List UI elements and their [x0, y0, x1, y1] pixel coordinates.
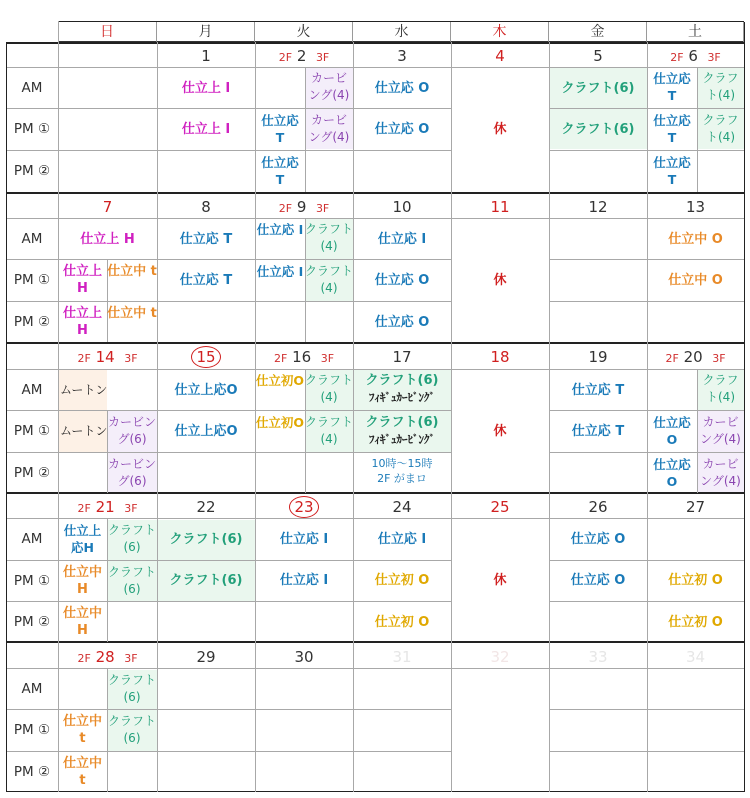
- slot-pm1: PM ①: [13, 722, 51, 738]
- date-9: [255, 200, 353, 215]
- event: カービング(4): [700, 457, 741, 488]
- event: 仕立応 T: [261, 113, 299, 145]
- event: 仕立中 O: [668, 273, 723, 288]
- event: 仕立応 T: [571, 424, 625, 439]
- floor-3f: 3F: [707, 51, 721, 64]
- date-26: 26: [588, 498, 608, 516]
- event-note: 2F がまロ: [377, 472, 427, 485]
- event: カービング(6): [107, 457, 156, 488]
- event: クラフト(4): [305, 415, 354, 446]
- slot-line: [6, 108, 451, 109]
- weekday-sat: 土: [647, 22, 744, 43]
- slot-line: [6, 150, 451, 151]
- holiday-circle: 15: [191, 346, 221, 368]
- header-left-line: [58, 21, 59, 43]
- event: 仕立応 O: [570, 532, 626, 547]
- event: 仕立中 t: [62, 756, 102, 788]
- date-15: [157, 346, 255, 368]
- event: クラフト(4): [305, 373, 354, 404]
- event: クラフト(6): [107, 523, 156, 554]
- event: 仕立応 I: [377, 532, 427, 547]
- event: 仕立上 H: [62, 306, 102, 338]
- floor-2f: 2F: [278, 51, 293, 64]
- event: 仕立中 O: [668, 232, 723, 247]
- weekday-fri: 金: [549, 22, 647, 43]
- date-7: 7: [102, 198, 113, 216]
- slot-pm2: PM ②: [13, 465, 51, 481]
- event: クラフト(6): [107, 565, 156, 596]
- week-line: [6, 791, 744, 792]
- floor-2f: 2F: [670, 51, 684, 64]
- date-14: [58, 350, 157, 365]
- event: 仕立上応H: [63, 523, 102, 555]
- date-24: 24: [392, 498, 412, 516]
- slot-line: [6, 67, 744, 68]
- slot-pm2: PM ②: [13, 614, 51, 630]
- date-22: 22: [196, 498, 216, 516]
- event: クラフト(4): [702, 113, 739, 144]
- date-8: 8: [201, 198, 211, 216]
- date-num: 20: [683, 348, 703, 366]
- date-12: 12: [588, 198, 608, 216]
- event: 仕立応 T: [653, 71, 691, 103]
- floor-2f: 2F: [77, 352, 91, 365]
- col-line: [157, 42, 158, 792]
- slot-line: [6, 751, 451, 752]
- col-line: [744, 22, 745, 792]
- date-21: [58, 500, 157, 515]
- event: 仕立上応O: [174, 383, 238, 398]
- event: ムートン: [60, 383, 108, 397]
- floor-3f: 3F: [124, 652, 138, 665]
- week-line: [6, 42, 744, 44]
- event: 仕立応 O: [653, 457, 691, 489]
- date-34: 34: [685, 648, 706, 666]
- event: 仕立応 T: [571, 383, 625, 398]
- slot-am: AM: [21, 681, 43, 697]
- event: 仕立応 O: [570, 573, 626, 588]
- event: クラフト(4): [305, 222, 354, 253]
- date-30: 30: [294, 648, 314, 666]
- slot-line: [6, 218, 744, 219]
- date-6: [647, 49, 744, 64]
- date-3: 3: [397, 47, 407, 65]
- holiday-circle: 23: [289, 496, 319, 518]
- closed-label: 休: [493, 424, 507, 439]
- floor-2f: 2F: [77, 502, 91, 515]
- event: 仕立中 t: [62, 714, 102, 746]
- event: 仕立応 I: [279, 573, 329, 588]
- closed-label: 休: [493, 122, 507, 137]
- event: 仕立応 T: [653, 155, 691, 187]
- event: 仕立中 t: [107, 264, 157, 279]
- event: 仕立中 H: [62, 606, 102, 638]
- floor-3f: 3F: [124, 502, 138, 515]
- week-line: [6, 342, 744, 344]
- slot-line: [6, 259, 451, 260]
- week-line: [6, 641, 744, 643]
- date-31: 31: [392, 648, 412, 666]
- event: 仕立応 I: [377, 232, 427, 247]
- date-num: 16: [292, 348, 312, 366]
- weekday-mon: 月: [157, 22, 255, 43]
- closed-label: 休: [493, 273, 507, 288]
- date-10: 10: [392, 198, 412, 216]
- event: クラフト(6): [365, 373, 439, 388]
- event: クラフト(4): [305, 264, 354, 295]
- date-28: [58, 650, 157, 665]
- event: クラフト(6): [107, 673, 156, 704]
- slot-am: AM: [21, 382, 43, 398]
- floor-3f: 3F: [320, 352, 335, 365]
- event: 仕立初 O: [668, 615, 723, 630]
- event: クラフト(4): [702, 373, 739, 404]
- date-num: 14: [95, 348, 115, 366]
- floor-3f: 3F: [124, 352, 138, 365]
- event: 仕立上応O: [174, 424, 238, 439]
- col-line: [58, 42, 59, 792]
- slot-pm1: PM ①: [13, 121, 51, 137]
- week-line: [6, 492, 744, 494]
- event: クラフト(6): [169, 573, 243, 588]
- weekday-wed: 水: [353, 22, 451, 43]
- event: 仕立応 O: [374, 81, 430, 96]
- date-5: 5: [593, 47, 603, 65]
- event: 仕立応 O: [653, 415, 691, 447]
- slot-pm1: PM ①: [13, 272, 51, 288]
- slot-pm1: PM ①: [13, 423, 51, 439]
- date-20: [647, 350, 744, 365]
- weekday-sun: 日: [58, 22, 157, 43]
- date-13: 13: [685, 198, 706, 216]
- event: 仕立応 O: [374, 122, 430, 137]
- date-11: 11: [490, 198, 510, 216]
- slot-pm2: PM ②: [13, 163, 51, 179]
- date-33: 33: [588, 648, 608, 666]
- slot-pm2: PM ②: [13, 314, 51, 330]
- event: 仕立応 O: [374, 315, 430, 330]
- event: カービング(4): [308, 71, 350, 102]
- weekday-thu: 木: [451, 22, 549, 43]
- event: クラフト(6): [107, 714, 156, 745]
- event: 仕立応 T: [653, 113, 691, 145]
- date-16: [255, 350, 353, 365]
- floor-3f: 3F: [712, 352, 726, 365]
- date-32: 32: [490, 648, 510, 666]
- date-num: 9: [296, 198, 307, 216]
- event: 仕立応 I: [256, 264, 304, 279]
- slot-line: [6, 560, 451, 561]
- col-line: [6, 42, 7, 792]
- event: 仕立初O: [255, 373, 305, 388]
- slot-line: [6, 410, 451, 411]
- event: 仕立初 O: [374, 615, 430, 630]
- event: 仕立応 I: [279, 532, 329, 547]
- event: クラフト(6): [561, 81, 635, 96]
- weekday-tue: 火: [255, 22, 353, 43]
- floor-3f: 3F: [315, 202, 330, 215]
- event: 仕立中 H: [62, 565, 102, 597]
- event: クラフト(6): [561, 122, 635, 137]
- slot-pm2: PM ②: [13, 764, 51, 780]
- date-1: 1: [201, 47, 211, 65]
- date-19: 19: [588, 348, 608, 366]
- slot-line: [6, 518, 744, 519]
- header-top-line: [58, 21, 744, 22]
- event: 仕立初O: [255, 415, 305, 430]
- slot-line: [6, 369, 744, 370]
- event: 仕立中 t: [107, 306, 157, 321]
- event: カービング(4): [308, 113, 350, 144]
- date-num: 21: [95, 498, 115, 516]
- floor-2f: 2F: [278, 202, 293, 215]
- slot-line: [6, 301, 451, 302]
- date-num: 2: [296, 47, 307, 65]
- event: 仕立上 I: [181, 81, 231, 96]
- date-18: 18: [490, 348, 510, 366]
- event: 仕立応 I: [256, 222, 304, 237]
- event: クラフト(4): [702, 71, 739, 102]
- date-4: 4: [495, 47, 505, 65]
- event: 仕立応 T: [261, 155, 299, 187]
- event: カービング(4): [700, 415, 741, 446]
- event: 仕立応 O: [374, 273, 430, 288]
- event: 仕立応 T: [179, 273, 233, 288]
- event: ﾌｨｷﾞｭｶｰﾋﾞﾝｸﾞ: [369, 433, 435, 446]
- date-27: 27: [685, 498, 706, 516]
- date-2: [255, 49, 353, 64]
- slot-line: [6, 452, 451, 453]
- event: 仕立応 T: [179, 232, 233, 247]
- floor-2f: 2F: [77, 652, 91, 665]
- event: 仕立上 H: [62, 264, 102, 296]
- slot-am: AM: [21, 531, 43, 547]
- slot-pm1: PM ①: [13, 573, 51, 589]
- closed-label: 休: [493, 573, 507, 588]
- slot-line: [6, 709, 451, 710]
- event: カービング(6): [107, 415, 156, 446]
- date-29: 29: [196, 648, 216, 666]
- event-note: 10時～15時: [371, 457, 433, 470]
- event: クラフト(6): [365, 415, 439, 430]
- event: 仕立上 I: [181, 122, 231, 137]
- floor-2f: 2F: [273, 352, 288, 365]
- floor-3f: 3F: [315, 51, 330, 64]
- date-23: [255, 496, 353, 518]
- date-25: 25: [490, 498, 510, 516]
- slot-am: AM: [21, 80, 43, 96]
- date-num: 28: [95, 648, 115, 666]
- event: 仕立初 O: [374, 573, 430, 588]
- week-line: [6, 192, 744, 194]
- event: 仕立初 O: [668, 573, 723, 588]
- slot-am: AM: [21, 231, 43, 247]
- date-num: 6: [688, 47, 698, 65]
- event: 仕立上 H: [80, 232, 135, 247]
- slot-line: [6, 601, 451, 602]
- date-17: 17: [392, 348, 412, 366]
- event: ムートン: [60, 424, 108, 438]
- slot-line: [6, 668, 744, 669]
- col-line: [451, 42, 452, 792]
- col-line: [549, 42, 550, 792]
- event: クラフト(6): [169, 532, 243, 547]
- event: ﾌｨｷﾞｭｶｰﾋﾞﾝｸﾞ: [369, 391, 435, 404]
- floor-2f: 2F: [665, 352, 679, 365]
